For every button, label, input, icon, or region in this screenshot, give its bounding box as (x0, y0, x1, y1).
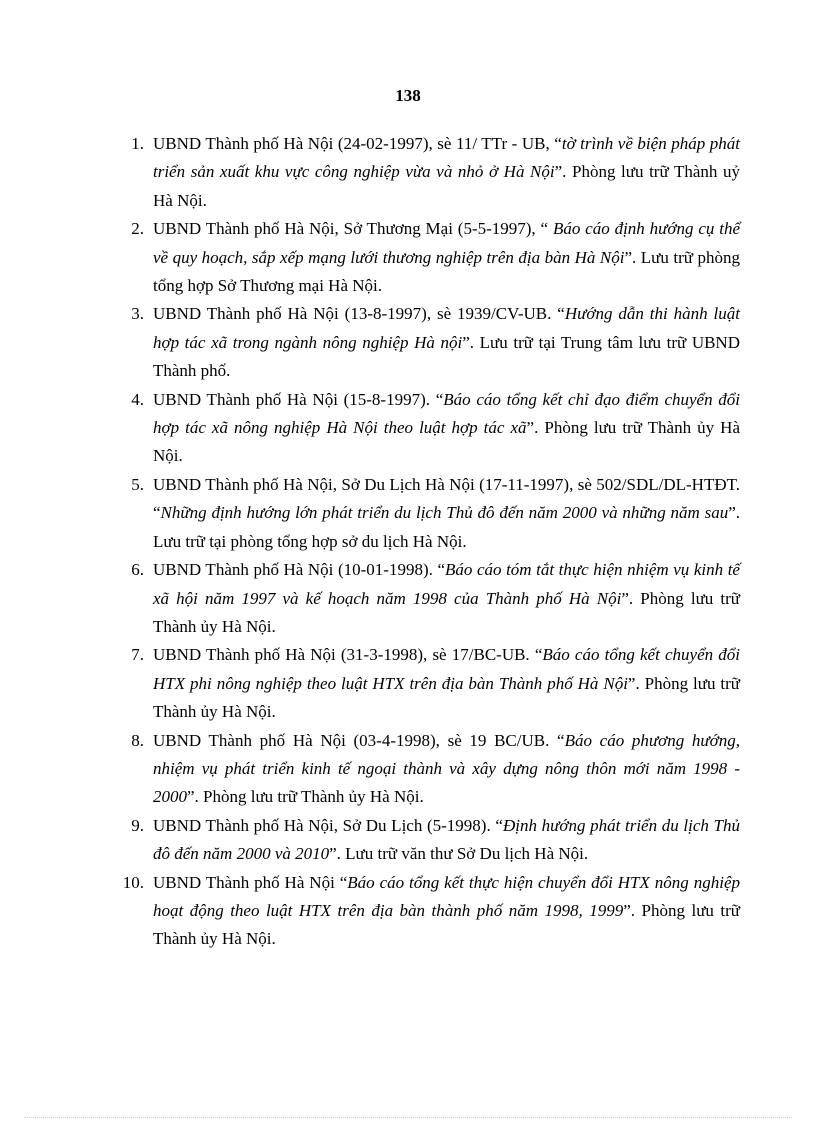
reference-number: 2. (131, 219, 144, 239)
reference-item (114, 812, 740, 869)
reference-suffix: ”. Phòng lưu trữ Thành uỷ Hà Nội. (153, 162, 740, 210)
reference-prefix: UBND Thành phố Hà Nội (15-8-1997). “ (153, 389, 444, 409)
reference-prefix: UBND Thành phố Hà Nội (10-01-1998). “ (153, 560, 445, 580)
reference-prefix: UBND Thành phố Hà Nội “ (153, 872, 348, 892)
reference-item (114, 641, 740, 726)
reference-number: 5. (131, 474, 144, 494)
reference-prefix: UBND Thành phố Hà Nội (31-3-1998), sè 17/BC-UB. “ (153, 645, 543, 665)
reference-item (114, 130, 740, 215)
reference-title: Báo cáo tóm tắt thực hiện nhiệm vụ kinh tế xã hội năm 1997 và kế hoạch năm 1998 của Thành phố Hà Nội (153, 560, 740, 608)
reference-title: Định hướng phát triển du lịch Thủ đô đến năm 2000 và 2010 (153, 815, 740, 864)
reference-item (114, 386, 740, 471)
reference-title: Những định hướng lớn phát triển du lịch Thủ đô đến năm 2000 và những năm sau (160, 503, 729, 523)
reference-prefix: UBND Thành phố Hà Nội, Sở Du Lịch (5-1998). “ (153, 815, 503, 835)
reference-suffix: ”. Lưu trữ văn thư Sở Du lịch Hà Nội. (329, 844, 589, 864)
reference-suffix: ”. Lưu trữ tại Trung tâm lưu trữ UBND Thành phố. (153, 332, 740, 381)
reference-title: tờ trình về biện pháp phát triển sản xuất khu vực công nghiệp vừa và nhỏ ở Hà Nội (153, 134, 740, 182)
reference-number: 10. (122, 872, 144, 892)
reference-title: Báo cáo tổng kết chỉ đạo điểm chuyển đổi hợp tác xã nông nghiệp Hà Nội theo luật hợp tác xã (153, 389, 741, 438)
reference-suffix: ”. Phòng lưu trữ Thành ủy Hà Nội. (153, 588, 740, 636)
reference-suffix: ”. Lưu trữ phòng tổng hợp Sở Thương mại Hà Nội. (153, 247, 740, 296)
reference-suffix: ”. Phòng lưu trữ Thành ủy Hà Nội. (153, 900, 740, 949)
reference-number: 1. (131, 134, 144, 153)
reference-prefix: UBND Thành phố Hà Nội (24-02-1997), sè 11/ TTr - UB, “ (153, 134, 562, 153)
reference-number: 7. (131, 645, 144, 665)
reference-prefix: UBND Thành phố Hà Nội, Sở Thương Mại (5-5-1997), “ (153, 219, 553, 239)
reference-item (114, 471, 740, 556)
reference-title: Báo cáo phương hướng, nhiệm vụ phát triển kinh tế ngoại thành và xây dựng nông thôn mới năm 1998 - 2000 (153, 730, 740, 807)
reference-list (114, 130, 740, 954)
reference-suffix: ”. Phòng lưu trữ Thành ủy Hà Nội. (153, 418, 740, 466)
page-bottom-divider (24, 1117, 792, 1118)
page-number: 138 (395, 86, 421, 105)
reference-title: Hướng dẫn thi hành luật hợp tác xã trong ngành nông nghiệp Hà nội (153, 304, 740, 352)
reference-prefix: UBND Thành phố Hà Nội (03-4-1998), sè 19 BC/UB. “ (153, 730, 565, 750)
reference-suffix: ”. Phòng lưu trữ Thành ủy Hà Nội. (153, 673, 740, 722)
reference-title: Báo cáo tổng kết chuyển đổi HTX phi nông nghiệp theo luật HTX trên địa bàn Thành phố Hà Nội (153, 645, 740, 693)
reference-title: Báo cáo định hướng cụ thể về quy hoạch, sắp xếp mạng lưới thương nghiệp trên địa bàn Hà Nội (153, 219, 741, 267)
reference-suffix: ”. Phòng lưu trữ Thành ủy Hà Nội. (187, 787, 424, 807)
reference-item (114, 215, 740, 300)
reference-number: 3. (131, 304, 144, 324)
reference-suffix: ”. Lưu trữ tại phòng tổng hợp sở du lịch Hà Nội. (153, 503, 740, 551)
reference-number: 6. (131, 560, 144, 580)
reference-title: Báo cáo tổng kết thực hiện chuyển đổi HTX nông nghiệp hoạt động theo luật HTX trên địa bàn thành phố năm 1998, 1999 (153, 872, 740, 920)
reference-prefix: UBND Thành phố Hà Nội (13-8-1997), sè 1939/CV-UB. “ (153, 304, 565, 324)
reference-item (114, 556, 740, 641)
reference-number: 8. (131, 730, 144, 750)
reference-number: 9. (131, 815, 144, 835)
reference-prefix: UBND Thành phố Hà Nội, Sở Du Lịch Hà Nội (17-11-1997), sè 502/SDL/DL-HTĐT. “ (153, 474, 740, 523)
reference-item (114, 727, 740, 812)
reference-number: 4. (131, 389, 144, 409)
reference-item (114, 300, 740, 385)
reference-item (114, 869, 740, 954)
